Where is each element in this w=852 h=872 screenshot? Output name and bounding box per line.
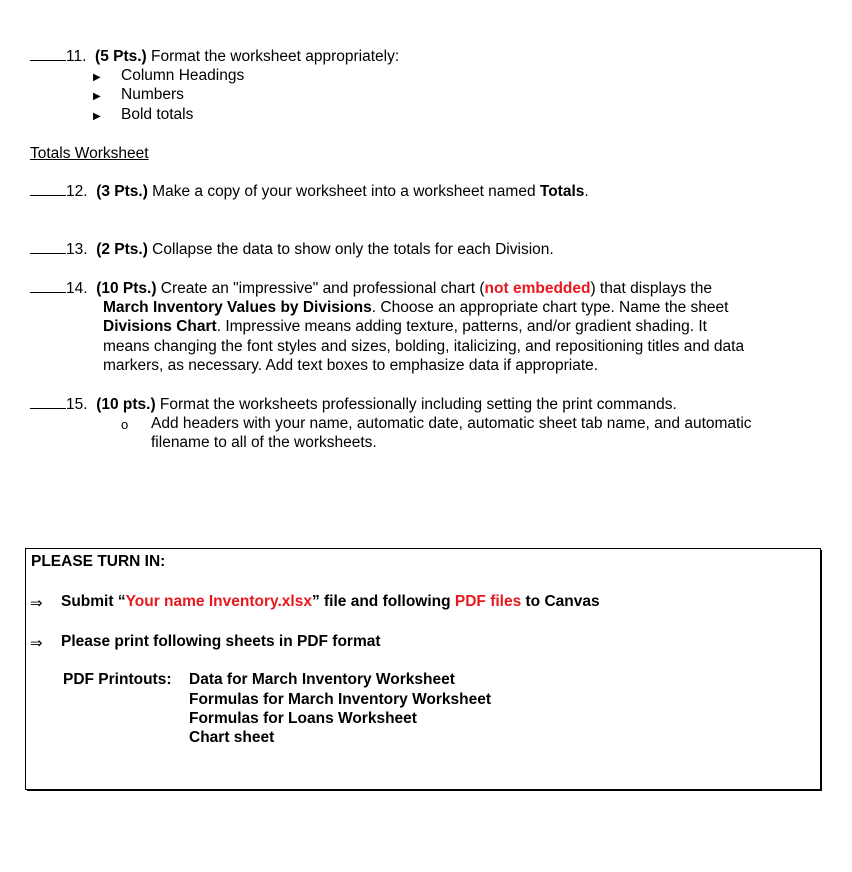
submit-red-text: Your name Inventory.xlsx xyxy=(125,593,312,610)
sub-item-line-2: filename to all of the worksheets. xyxy=(151,434,377,451)
submit-text: ” file and following xyxy=(311,593,455,610)
submit-text: Submit “ xyxy=(61,593,126,610)
item-bold: Totals xyxy=(539,183,585,200)
bullet-item: Column Headings xyxy=(121,67,245,84)
triangle-bullet-icon: ▶ xyxy=(93,111,101,122)
item-bold: March Inventory Values by Divisions xyxy=(103,299,372,316)
double-arrow-icon: ⇒ xyxy=(30,595,43,612)
item-12 xyxy=(30,183,589,201)
printout-item: Formulas for Loans Worksheet xyxy=(189,710,417,727)
print-line: Please print following sheets in PDF format xyxy=(61,633,381,650)
item-points: (5 Pts.) xyxy=(95,48,147,65)
turn-in-title: PLEASE TURN IN: xyxy=(31,553,166,570)
triangle-bullet-icon: ▶ xyxy=(93,72,101,83)
item-points: (3 Pts.) xyxy=(96,183,148,200)
item-points: (2 Pts.) xyxy=(96,241,148,258)
item-bold: Divisions Chart xyxy=(103,318,217,335)
item-points: (10 pts.) xyxy=(96,396,156,413)
box-shadow xyxy=(820,550,822,791)
answer-blank xyxy=(30,396,66,409)
item-13 xyxy=(30,241,554,259)
item-text: . xyxy=(584,183,589,200)
item-text: Create an "impressive" and professional chart ( xyxy=(156,280,485,297)
item-14-line-5: markers, as necessary. Add text boxes to emphasize data if appropriate. xyxy=(103,357,599,374)
item-text: Collapse the data to show only the totals for each Division. xyxy=(147,241,554,258)
bullet-item: Bold totals xyxy=(121,106,194,123)
submit-text: to Canvas xyxy=(521,593,600,610)
item-number: 11. xyxy=(66,48,87,65)
triangle-bullet-icon: ▶ xyxy=(93,91,101,102)
item-points: (10 Pts.) xyxy=(96,280,157,297)
submit-line xyxy=(61,593,600,611)
item-11 xyxy=(30,48,399,66)
bullet-item: Numbers xyxy=(121,86,184,103)
circle-bullet-icon: o xyxy=(121,417,129,432)
item-text: . Choose an appropriate chart type. Name the sheet xyxy=(371,299,729,316)
item-text: ) that displays the xyxy=(590,280,712,297)
item-number: 15. xyxy=(66,396,88,413)
box-shadow xyxy=(27,789,822,791)
answer-blank xyxy=(30,48,66,61)
double-arrow-icon: ⇒ xyxy=(30,635,43,652)
answer-blank xyxy=(30,183,66,196)
item-text: . Impressive means adding texture, patterns, and/or gradient shading. It xyxy=(216,318,707,335)
printout-item: Formulas for March Inventory Worksheet xyxy=(189,691,492,708)
item-text: Format the worksheets professionally including setting the print commands. xyxy=(155,396,677,413)
printout-item: Data for March Inventory Worksheet xyxy=(189,671,455,688)
item-text: Format the worksheet appropriately: xyxy=(146,48,400,65)
item-14 xyxy=(30,280,712,298)
item-14-line-2 xyxy=(103,299,728,317)
item-red-text: not embedded xyxy=(484,280,591,297)
item-number: 13. xyxy=(66,241,88,258)
item-15 xyxy=(30,396,677,414)
answer-blank xyxy=(30,241,66,254)
printouts-label: PDF Printouts: xyxy=(63,671,172,688)
item-14-line-4: means changing the font styles and sizes, bolding, italicizing, and repositioning titles and data xyxy=(103,338,745,355)
item-text: Make a copy of your worksheet into a worksheet named xyxy=(147,183,540,200)
answer-blank xyxy=(30,280,66,293)
item-number: 12. xyxy=(66,183,88,200)
section-heading: Totals Worksheet xyxy=(30,145,149,162)
sub-item-line-1: Add headers with your name, automatic date, automatic sheet tab name, and automatic xyxy=(151,415,752,432)
item-14-line-3 xyxy=(103,318,707,336)
turn-in-box xyxy=(25,548,821,790)
submit-red-text: PDF files xyxy=(454,593,522,610)
item-number: 14. xyxy=(66,280,88,297)
printout-item: Chart sheet xyxy=(189,729,275,746)
